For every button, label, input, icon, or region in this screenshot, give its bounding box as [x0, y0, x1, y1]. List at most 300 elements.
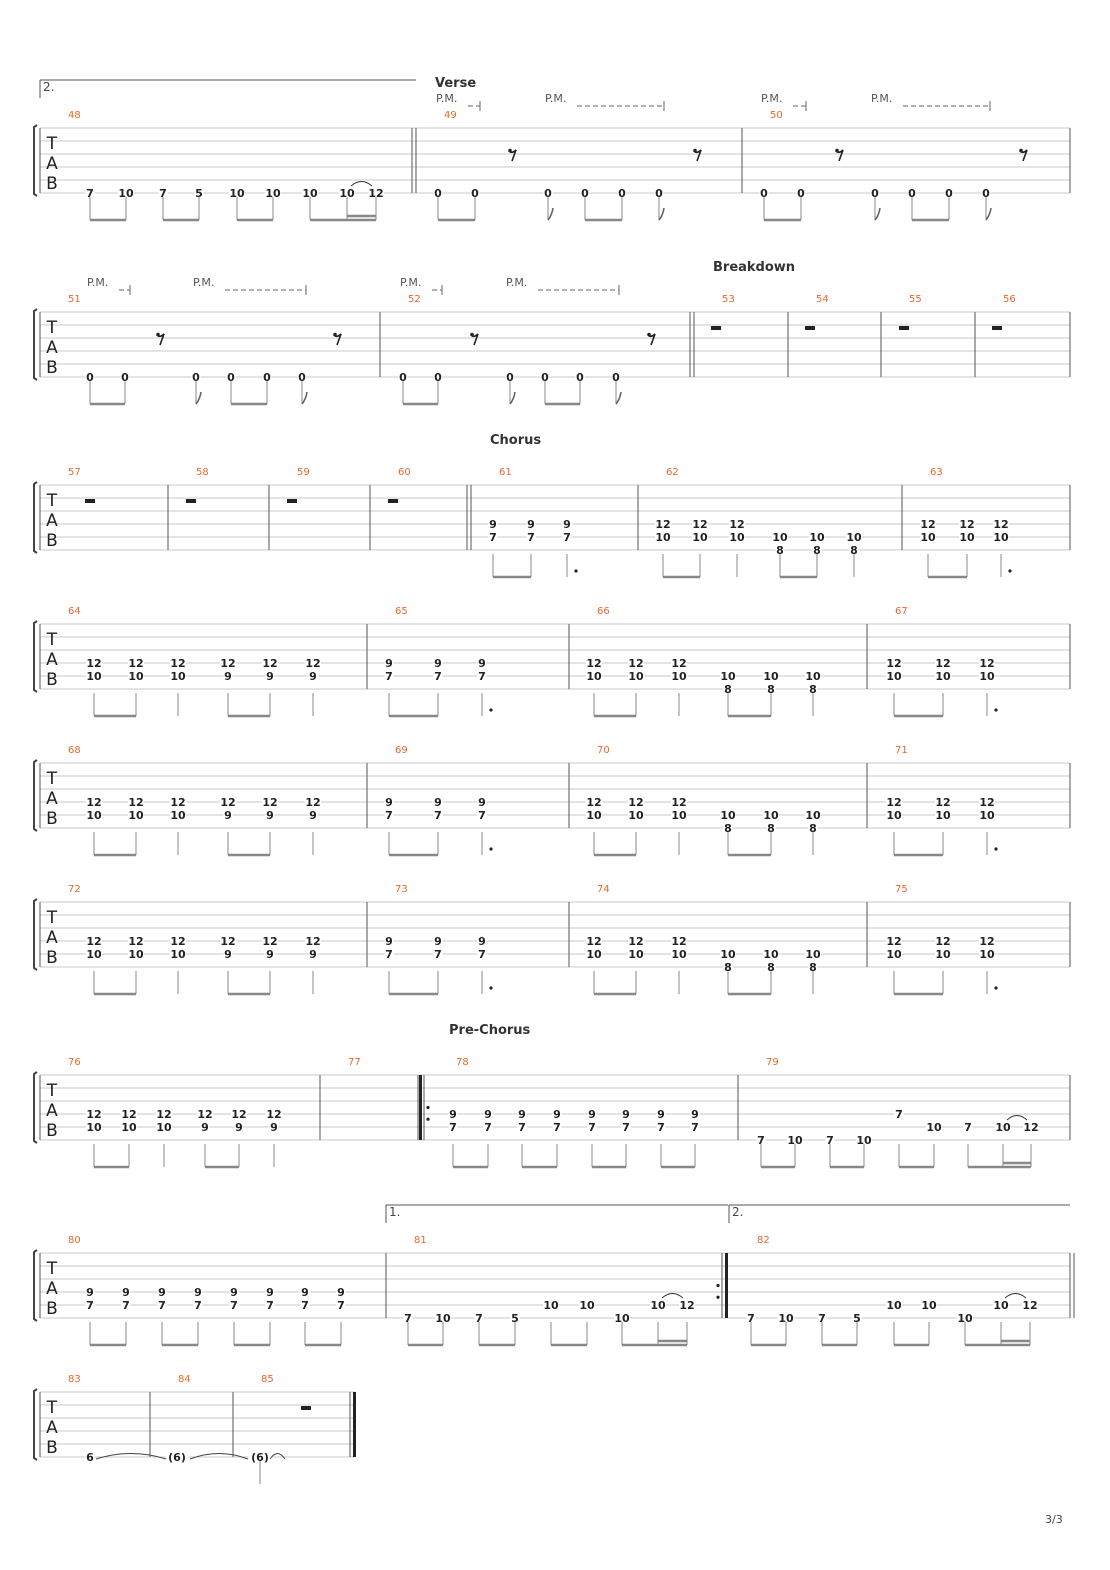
fret-number: 8 — [850, 544, 858, 557]
measure-number: 77 — [348, 1057, 361, 1068]
fret-number: 0 — [506, 371, 514, 384]
fret-number: 10 — [671, 670, 687, 683]
note — [301, 1286, 310, 1345]
palm-mute-label: P.M. — [506, 276, 528, 289]
note — [853, 1312, 862, 1345]
note — [935, 657, 951, 716]
system-bracket — [34, 1389, 37, 1460]
note — [679, 1299, 695, 1345]
fret-number: 12 — [886, 796, 902, 809]
fret-number: 7 — [478, 948, 486, 961]
dotted-note-dot — [489, 847, 492, 850]
fret-number: 10 — [886, 1299, 902, 1312]
note — [982, 187, 992, 220]
tab-clef-letter: A — [46, 928, 58, 948]
note — [541, 371, 550, 404]
fret-number: 12 — [128, 796, 144, 809]
note — [86, 1286, 95, 1345]
fret-number: 9 — [266, 809, 274, 822]
measure-number: 56 — [1003, 294, 1016, 305]
note — [305, 935, 321, 994]
note — [729, 518, 745, 577]
measure-number: 67 — [895, 606, 908, 617]
measure — [805, 294, 881, 377]
system-bracket — [34, 309, 37, 380]
note — [628, 796, 644, 855]
fret-number: 10 — [543, 1299, 559, 1312]
fret-number: 9 — [478, 657, 486, 670]
fret-number: 10 — [787, 1134, 803, 1147]
palm-mute-label: P.M. — [436, 92, 458, 105]
whole-rest — [301, 1406, 311, 1410]
note — [886, 1299, 902, 1345]
note — [471, 187, 480, 220]
tie-arc — [270, 1454, 285, 1460]
fret-number: 10 — [763, 809, 779, 822]
fret-number: 9 — [657, 1108, 665, 1121]
note — [489, 518, 498, 577]
section-label: Verse — [435, 76, 477, 91]
fret-number: 10 — [720, 948, 736, 961]
dotted-note-dot — [574, 569, 577, 572]
fret-number: 10 — [628, 670, 644, 683]
note — [506, 371, 516, 404]
note — [581, 187, 590, 220]
tab-clef-letter: T — [46, 1398, 58, 1418]
fret-number: 10 — [671, 809, 687, 822]
fret-number: 12 — [262, 796, 278, 809]
measure — [886, 745, 1070, 855]
note — [159, 187, 168, 220]
whole-rest — [899, 326, 909, 330]
measure-number: 58 — [196, 467, 209, 478]
fret-number: 10 — [993, 1299, 1009, 1312]
note — [809, 531, 825, 577]
whole-rest — [805, 326, 815, 330]
fret-number: 9 — [224, 670, 232, 683]
note — [434, 371, 443, 404]
measure — [757, 1057, 1071, 1167]
fret-number: 12 — [886, 935, 902, 948]
fret-number: 12 — [935, 657, 951, 670]
dotted-note-dot — [489, 986, 492, 989]
fret-number: 7 — [747, 1312, 755, 1325]
tab-clef-letter: B — [46, 174, 58, 194]
fret-number: 7 — [385, 809, 393, 822]
note — [720, 948, 736, 994]
note — [170, 657, 186, 716]
fret-number: 9 — [266, 670, 274, 683]
fret-number: 10 — [778, 1312, 794, 1325]
measure — [249, 1374, 357, 1484]
fret-number: 10 — [265, 187, 281, 200]
fret-number: 7 — [475, 1312, 483, 1325]
measure-number: 73 — [395, 884, 408, 895]
measure — [186, 467, 269, 550]
fret-number: 8 — [724, 961, 732, 974]
measure-number: 65 — [395, 606, 408, 617]
fret-number: 7 — [385, 670, 393, 683]
measure-number: 50 — [770, 110, 783, 121]
eighth-rest-dot — [835, 149, 839, 153]
note-flag — [510, 392, 515, 404]
final-barline-thick — [353, 1392, 356, 1457]
note — [826, 1134, 835, 1167]
fret-number: 10 — [121, 1121, 137, 1134]
whole-rest — [85, 499, 95, 503]
fret-number: 10 — [763, 948, 779, 961]
tie-arc — [96, 1454, 166, 1460]
fret-number: 7 — [404, 1312, 412, 1325]
note — [612, 371, 622, 404]
fret-number: 9 — [484, 1108, 492, 1121]
fret-number: 0 — [434, 187, 442, 200]
fret-number: 0 — [263, 371, 271, 384]
tab-clef-letter: A — [46, 511, 58, 531]
note — [543, 1299, 559, 1345]
note-flag — [875, 208, 880, 220]
fret-number: 10 — [920, 531, 936, 544]
fret-number: 10 — [886, 670, 902, 683]
fret-number: 0 — [192, 371, 200, 384]
tab-clef-letter: T — [46, 1081, 58, 1101]
fret-number: 10 — [628, 809, 644, 822]
note — [170, 935, 186, 994]
note — [763, 809, 779, 855]
tab-clef-letter: B — [46, 531, 58, 551]
fret-number: 12 — [671, 796, 687, 809]
fret-number: 10 — [170, 670, 186, 683]
fret-number: 7 — [449, 1121, 457, 1134]
fret-number: 9 — [270, 1121, 278, 1134]
fret-number: 12 — [231, 1108, 247, 1121]
measure — [899, 294, 975, 377]
measure-number: 70 — [597, 745, 610, 756]
fret-number: 9 — [622, 1108, 630, 1121]
fret-number: 12 — [628, 935, 644, 948]
measure-number: 61 — [499, 467, 512, 478]
note — [302, 187, 318, 220]
repeat-end-thick — [725, 1253, 728, 1318]
note-flag — [616, 392, 621, 404]
fret-number: (6) — [251, 1451, 269, 1464]
fret-number: 7 — [266, 1299, 274, 1312]
fret-number: 10 — [935, 809, 951, 822]
measure-number: 79 — [766, 1057, 779, 1068]
fret-number: 9 — [194, 1286, 202, 1299]
tab-system — [34, 745, 1070, 855]
fret-number: 7 — [484, 1121, 492, 1134]
fret-number: 12 — [262, 657, 278, 670]
system-bracket — [34, 1072, 37, 1143]
fret-number: 9 — [309, 809, 317, 822]
whole-rest — [388, 499, 398, 503]
section-label: Chorus — [490, 433, 542, 448]
note — [266, 1286, 275, 1345]
note — [778, 1312, 794, 1345]
note — [434, 935, 443, 994]
whole-rest — [287, 499, 297, 503]
fret-number: 7 — [301, 1299, 309, 1312]
note — [650, 1299, 666, 1345]
fret-number: 9 — [385, 935, 393, 948]
tab-system — [34, 76, 1070, 220]
tab-clef-letter: T — [46, 908, 58, 928]
measure — [40, 606, 367, 716]
section-label: Breakdown — [713, 260, 796, 275]
fret-number: 0 — [982, 187, 990, 200]
note — [805, 948, 821, 994]
fret-number: 9 — [527, 518, 535, 531]
fret-number: 10 — [655, 531, 671, 544]
note — [895, 1108, 904, 1167]
fret-number: 10 — [170, 948, 186, 961]
system-bracket — [34, 899, 37, 970]
fret-number: 5 — [195, 187, 203, 200]
fret-number: 10 — [720, 670, 736, 683]
fret-number: 9 — [385, 657, 393, 670]
note — [298, 371, 308, 404]
measure — [760, 110, 1071, 220]
fret-number: 7 — [818, 1312, 826, 1325]
fret-number: 12 — [220, 796, 236, 809]
tab-clef-letter: A — [46, 1279, 58, 1299]
measure-number: 76 — [68, 1057, 81, 1068]
fret-number: 0 — [227, 371, 235, 384]
note — [787, 1134, 803, 1167]
fret-number: 10 — [720, 809, 736, 822]
measure — [287, 467, 370, 550]
note — [993, 518, 1012, 577]
eighth-rest-dot — [333, 333, 337, 337]
tab-clef-letter: T — [46, 318, 58, 338]
fret-number: 0 — [121, 371, 129, 384]
note — [262, 796, 278, 855]
fret-number: 0 — [544, 187, 552, 200]
fret-number: 10 — [856, 1134, 872, 1147]
fret-number: 7 — [86, 1299, 94, 1312]
fret-number: 8 — [813, 544, 821, 557]
note — [886, 796, 902, 855]
note — [337, 1286, 346, 1345]
note — [305, 657, 321, 716]
note — [220, 657, 236, 716]
fret-number: 12 — [170, 796, 186, 809]
note — [166, 1451, 189, 1464]
note — [230, 1286, 239, 1345]
note — [563, 518, 578, 577]
note — [671, 935, 687, 994]
fret-number: 12 — [586, 935, 602, 948]
note — [979, 796, 998, 855]
palm-mute-label: P.M. — [761, 92, 783, 105]
note — [747, 1312, 756, 1345]
fret-number: 9 — [691, 1108, 699, 1121]
note — [227, 371, 236, 404]
note — [434, 796, 443, 855]
note — [86, 796, 102, 855]
measure-number: 75 — [895, 884, 908, 895]
fret-number: 10 — [959, 531, 975, 544]
note — [772, 531, 788, 577]
fret-number: 10 — [846, 531, 862, 544]
fret-number: 9 — [266, 1286, 274, 1299]
note — [655, 518, 671, 577]
volta-number: 1. — [389, 1205, 401, 1219]
fret-number: 12 — [679, 1299, 695, 1312]
fret-number: 9 — [86, 1286, 94, 1299]
fret-number: 7 — [434, 670, 442, 683]
fret-number: 0 — [576, 371, 584, 384]
fret-number: 9 — [309, 670, 317, 683]
note — [553, 1108, 562, 1167]
fret-number: 12 — [1023, 1121, 1039, 1134]
note — [622, 1108, 631, 1167]
fret-number: 7 — [518, 1121, 526, 1134]
note — [449, 1108, 458, 1167]
note — [192, 371, 202, 404]
note — [399, 371, 408, 404]
dotted-note-dot — [994, 847, 997, 850]
fret-number: 9 — [588, 1108, 596, 1121]
measure-number: 74 — [597, 884, 610, 895]
fret-number: 10 — [586, 670, 602, 683]
note — [128, 935, 144, 994]
measure-number: 68 — [68, 745, 81, 756]
note — [618, 187, 627, 220]
fret-number: 12 — [86, 935, 102, 948]
note — [586, 796, 602, 855]
eighth-rest-dot — [1019, 149, 1023, 153]
fret-number: 12 — [628, 796, 644, 809]
fret-number: 8 — [809, 683, 817, 696]
tab-system — [34, 884, 1070, 994]
fret-number: 7 — [657, 1121, 665, 1134]
fret-number: 9 — [337, 1286, 345, 1299]
fret-number: 12 — [692, 518, 708, 531]
fret-number: 7 — [434, 948, 442, 961]
note — [86, 1108, 102, 1167]
note — [805, 670, 821, 716]
fret-number: 10 — [805, 809, 821, 822]
tab-system — [34, 260, 1070, 404]
fret-number: 10 — [763, 670, 779, 683]
fret-number: 10 — [935, 948, 951, 961]
fret-number: 5 — [853, 1312, 861, 1325]
fret-number: 10 — [926, 1121, 942, 1134]
fret-number: 7 — [478, 670, 486, 683]
fret-number: 9 — [235, 1121, 243, 1134]
palm-mute-label: P.M. — [87, 276, 109, 289]
fret-number: 12 — [220, 935, 236, 948]
note — [979, 657, 998, 716]
note — [544, 187, 554, 220]
note — [170, 796, 186, 855]
measure-number: 64 — [68, 606, 81, 617]
note — [266, 1108, 282, 1167]
fret-number: 12 — [128, 935, 144, 948]
fret-number: 0 — [541, 371, 549, 384]
tab-clef-letter: B — [46, 948, 58, 968]
note — [671, 657, 687, 716]
note — [229, 187, 245, 220]
fret-number: 10 — [628, 948, 644, 961]
measure — [655, 467, 902, 577]
dotted-note-dot — [994, 986, 997, 989]
measure — [886, 606, 1070, 716]
fret-number: 10 — [170, 809, 186, 822]
fret-number: 8 — [767, 683, 775, 696]
fret-number: 7 — [563, 531, 571, 544]
note — [926, 1121, 942, 1167]
note — [993, 1299, 1009, 1345]
note — [995, 1121, 1011, 1167]
measure-number: 51 — [68, 294, 81, 305]
fret-number: 10 — [805, 670, 821, 683]
hammer-on-slur — [1005, 1294, 1026, 1299]
note-flag — [659, 208, 664, 220]
fret-number: 0 — [760, 187, 768, 200]
measure-number: 60 — [398, 467, 411, 478]
fret-number: 12 — [266, 1108, 282, 1121]
note — [846, 531, 862, 577]
note — [262, 657, 278, 716]
fret-number: 7 — [895, 1108, 903, 1121]
fret-number: 12 — [197, 1108, 213, 1121]
palm-mute-label: P.M. — [871, 92, 893, 105]
note — [979, 935, 998, 994]
measure-number: 69 — [395, 745, 408, 756]
note — [579, 1299, 595, 1345]
fret-number: 10 — [86, 670, 102, 683]
repeat-dot — [426, 1118, 429, 1121]
fret-number: 8 — [809, 822, 817, 835]
measure — [711, 294, 788, 377]
note — [434, 657, 443, 716]
fret-number: 9 — [434, 796, 442, 809]
tab-system — [34, 1023, 1070, 1167]
note — [122, 1286, 131, 1345]
repeat-start-thick — [419, 1075, 422, 1140]
note — [518, 1108, 527, 1167]
fret-number: 9 — [449, 1108, 457, 1121]
fret-number: 10 — [86, 948, 102, 961]
note — [957, 1312, 973, 1345]
fret-number: 10 — [435, 1312, 451, 1325]
fret-number: 12 — [170, 935, 186, 948]
note — [511, 1312, 520, 1345]
tab-clef-letter: A — [46, 789, 58, 809]
note — [655, 187, 665, 220]
fret-number: 7 — [553, 1121, 561, 1134]
note — [935, 796, 951, 855]
repeat-dot — [426, 1106, 429, 1109]
fret-number: 10 — [886, 809, 902, 822]
note — [576, 371, 585, 404]
note — [305, 796, 321, 855]
note — [195, 187, 204, 220]
measure-number: 85 — [261, 1374, 274, 1385]
note-flag — [548, 208, 553, 220]
volta-number: 2. — [43, 80, 55, 94]
fret-number: 12 — [305, 935, 321, 948]
dotted-note-dot — [489, 708, 492, 711]
fret-number: 10 — [614, 1312, 630, 1325]
fret-number: 7 — [527, 531, 535, 544]
note — [194, 1286, 203, 1345]
dotted-note-dot — [994, 708, 997, 711]
whole-rest — [992, 326, 1002, 330]
